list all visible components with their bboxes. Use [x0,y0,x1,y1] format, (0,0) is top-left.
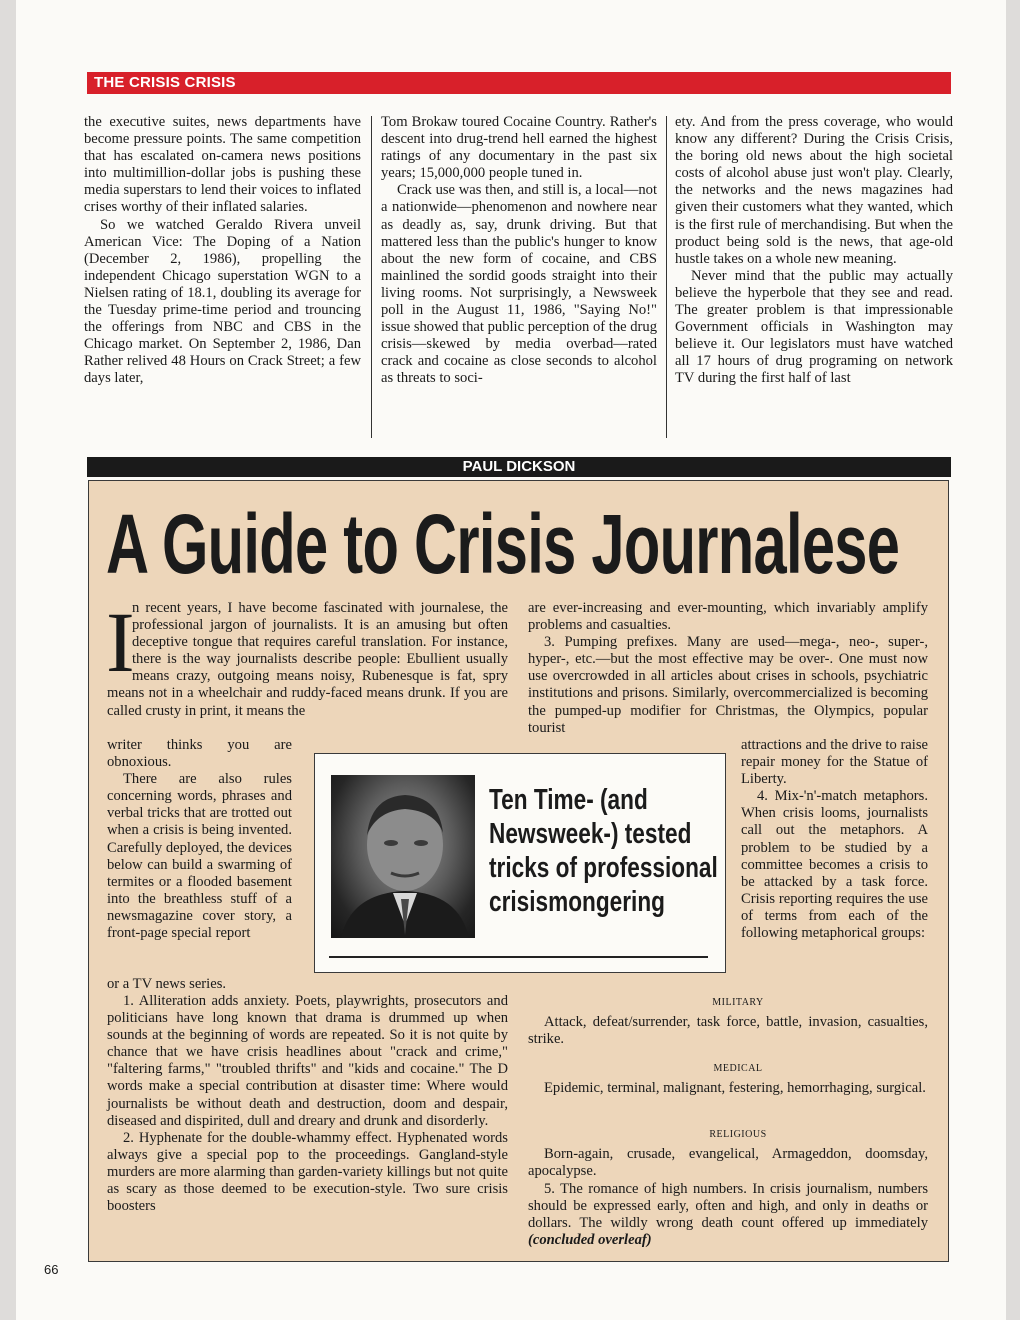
section-label: THE CRISIS CRISIS [94,74,236,91]
group-terms-medical [528,1080,928,1097]
page-number: 66 [44,1262,59,1277]
author-bar [87,457,951,477]
group-label-medical: MEDICAL [713,1063,763,1074]
rules-end-text: or a TV news series. [107,976,227,992]
concluded-overleaf: (concluded overleaf) [528,1232,652,1249]
item-mix-metaphors: 4. Mix-'n'-match metaphors. When crisis looms, journalists call out the metaphors. A problem to be studied by a committee becomes a crisis to be attacked by a task force. Crisis reporting requires the use of terms from each of the following metaphorical groups: [741,788,928,942]
intro-obnoxious: obnoxious. [107,754,172,771]
group-label-religious: RELIGIOUS [709,1129,767,1140]
top-column-3 [675,114,953,439]
rules-paragraph: There are also rules concerning words, phrases and verbal tricks that are trotted out when a crisis is being invented. Carefully deployed, the devices below can build a swarming of termites or a flooded basement into the breathless stuff of a newsmagazine cover story, a front-page special report [107,771,292,942]
item-numbers [528,1181,928,1249]
intro-paragraph-text: n recent years, I have become fascinated with journalese, the professional jargon of journalists. It is an amusing but often deceptive tongue that requires careful translation. For instance, there is the way journalists describe people: Ebullient usually means crazy, outgoing means noisy, Rubenesque is fat, spry means not in a wheelchair and ruddy-faced means drunk. If you are called crusty in print, it means the [107,600,508,719]
right-narrow-column [741,737,928,942]
intro-narrow [107,737,292,942]
author-photo [331,775,475,938]
intro-paragraph-block [106,594,508,737]
item-numbers-text: 5. The romance of high numbers. In crisis journalism, numbers should be expressed early, often and high, and only in deaths or dollars. The wildly wrong death count offered up immediately [528,1181,928,1232]
article-headline: A Guide to Crisis Journalese [106,497,900,591]
top-column-1 [84,114,361,439]
author-name: PAUL DICKSON [462,458,576,475]
terms-text: Attack, defeat/surrender, task force, battle, invasion, casualties, strike. [528,1014,928,1048]
drop-cap: I [106,594,135,690]
right-column-top [528,600,928,737]
paragraph: the executive suites, news departments have become pressure points. The same competition that has escalated on-camera news positions into multimillion-dollar jobs is pushing these media superstars to lend their voices to inflated crises worthy of their inflated salaries. [84,114,361,216]
group-terms-military [528,1014,928,1048]
paragraph: Never mind that the public may actually believe the hyperbole that they see and read. The greater problem is that impressionable Government officials in Washington may believe it. Our legislators must have watched all 17 hours of drug programing on network TV during the first half of last [675,267,953,387]
item-hyphenate: 2. Hyphenate for the double-whammy effect. Hyphenated words always give a special pop to the proceedings. Gangland-style murders are more alarming than garden-variety killings but not quite as scary as those deemed to be execution-style. Two sure crisis boosters [107,1129,508,1215]
column-divider [371,116,372,438]
paragraph: Crack use was then, and still is, a local—not a nationwide—phenomenon and nowhere near as deadly as, say, drunk driving. But that mattered less than the public's hunger to know about the new form of cocaine, and CBS mainlined the sordid goods straight into their living rooms. Not surprisingly, a Newsweek poll in the August 11, 1986, "Saying No!" issue showed that public perception of the drug crisis—skewed by media overbad—rated crack and cocaine as close seconds to alcohol as threats to soci- [381,182,657,387]
group-terms-religious [528,1146,928,1180]
intro-writer-line: writer thinks you are [107,737,292,753]
portrait-illustration [331,775,475,938]
hyphenate-continued: are ever-increasing and ever-mounting, which invariably amplify problems and casualties. [528,600,928,634]
item-numbers-block [528,1181,928,1249]
inset-rule [329,956,708,958]
dropcap-spacer [106,594,135,690]
terms-text: Epidemic, terminal, malignant, festering, hemorrhaging, surgical. [544,1080,926,1096]
rules-end [107,976,292,993]
inset-title-line: crisismongering [489,886,665,918]
column-divider [666,116,667,438]
prefixes-end: attractions and the drive to raise repair money for the Statue of Liberty. [741,737,928,788]
section-header-bar [87,72,951,94]
terms-text: Born-again, crusade, evangelical, Armageddon, doomsday, apocalypse. [528,1146,928,1180]
left-column-items [107,993,508,1215]
inset-title-line: Ten Time- (and [489,784,648,816]
top-column-2 [381,114,657,439]
item-prefixes: 3. Pumping prefixes. Many are used—mega-, neo-, super-, hyper-, etc.—but the most effective may be over-. One must now use overcrowded in all articles about crises in schools, psychiatric institutions and prisons. Similarly, overcommercialized is becoming the pumped-up modifier for Christmas, the Olympics, popular tourist [528,634,928,736]
paragraph: ety. And from the press coverage, who would know any different? During the Crisis Crisis, the boring old news about the high societal costs of alcohol abuse just won't play. Clearly, the networks and the news magazines had given their customers what they wanted, which is the first rule of merchandising. But when the product being sold is the news, that age-old hustle takes on a whole new meaning. [675,114,953,267]
inset-title-line: Newsweek-) tested [489,818,692,850]
paragraph: Tom Brokaw toured Cocaine Country. Rather's descent into drug-trend hell earned the highest ratings of any documentary in the past six years; 15,000,000 people tuned in. [381,114,657,182]
item-alliteration: 1. Alliteration adds anxiety. Poets, playwrights, prosecutors and politicians have long known that drama is drummed up when sounds at the beginning of words are repeated. So it is not quite by chance that we have crisis headlines about "crack and crime," "faltering farms," "troubled thrifts" and "kids and cocaine." The D words make a special contribution at disaster time: Where would journalists be without death and destruction, doom and despair, diseased and dispirited, dull and dreary and drunk and disorderly. [107,993,508,1129]
inset-title-line: tricks of professional [489,852,718,884]
inset-title [489,783,718,919]
group-label-military: MILITARY [712,997,764,1008]
paragraph: So we watched Geraldo Rivera unveil American Vice: The Doping of a Nation (December 2, 1986), propelling the independent Chicago superstation WGN to a Nielsen rating of 18.1, doubling its average for the Tuesday prime-time period and trouncing the offerings from NBC and CBS in the Chicago market. On September 2, 1986, Dan Rather relived 48 Hours on Crack Street; a few days later, [84,216,361,387]
